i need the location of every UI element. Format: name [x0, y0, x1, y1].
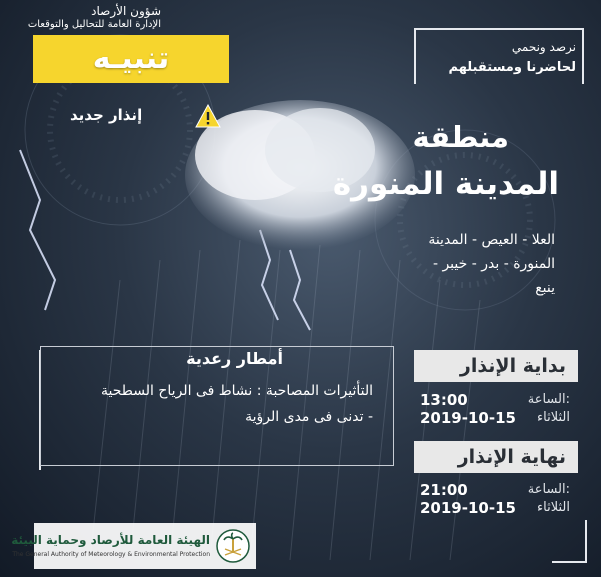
slogan-line2: لحاضرنا ومستقبلهم — [448, 60, 576, 75]
effects-line1: التأثيرات المصاحبة : نشاط فى الرياح السطحية — [101, 383, 373, 399]
palm-swords-emblem-icon — [216, 529, 250, 563]
warning-triangle-icon — [195, 104, 221, 128]
start-date-row — [420, 410, 570, 430]
cities-line: المنورة - بدر - خيبر - — [432, 256, 555, 272]
end-time-value: 21:00 — [420, 481, 468, 499]
start-time-value: 13:00 — [420, 391, 468, 409]
alert-badge: تنبيـه — [33, 35, 229, 83]
effects-line2: - تدنى فى مدى الرؤية — [245, 409, 373, 425]
start-date-value: 2019-10-15 — [420, 409, 516, 427]
slogan-line1: نرصد ونحمي — [511, 40, 576, 54]
cities-line: العلا - العيص - المدينة — [428, 232, 555, 248]
end-date-row — [420, 500, 570, 520]
end-banner: نهاية الإنذار — [414, 441, 578, 473]
cities-line: ينبع — [535, 280, 555, 296]
region-title-line2: المدينة المنورة — [332, 166, 559, 202]
authority-header — [1, 4, 161, 31]
cities-list — [405, 228, 555, 300]
start-time-label: الساعة: — [527, 392, 570, 407]
end-date-value: 2019-10-15 — [420, 499, 516, 517]
authority-line1: شؤون الأرصاد — [91, 4, 161, 18]
phenomenon-box — [40, 346, 394, 466]
footer-authority-strip — [11, 523, 256, 569]
footer-authority-english: The General Authority of Meteorology & Environmental Protection — [12, 551, 210, 558]
slogan-box — [414, 28, 584, 84]
authority-line2: الإدارة العامة للتحاليل والتوقعات — [27, 19, 161, 30]
phenomenon-title: أمطار رعدية — [186, 349, 283, 368]
start-banner: بداية الإنذار — [414, 350, 578, 382]
new-warning-label: إنذار جديد — [70, 106, 143, 124]
footer-authority-arabic: الهيئة العامة للأرصاد وحماية البيئة — [11, 533, 210, 547]
start-day-label: الثلاثاء — [537, 410, 570, 425]
end-day-label: الثلاثاء — [537, 500, 570, 515]
region-title-line1: منطقة — [412, 120, 509, 154]
new-warning-row — [70, 104, 230, 132]
end-time-label: الساعة: — [527, 482, 570, 497]
